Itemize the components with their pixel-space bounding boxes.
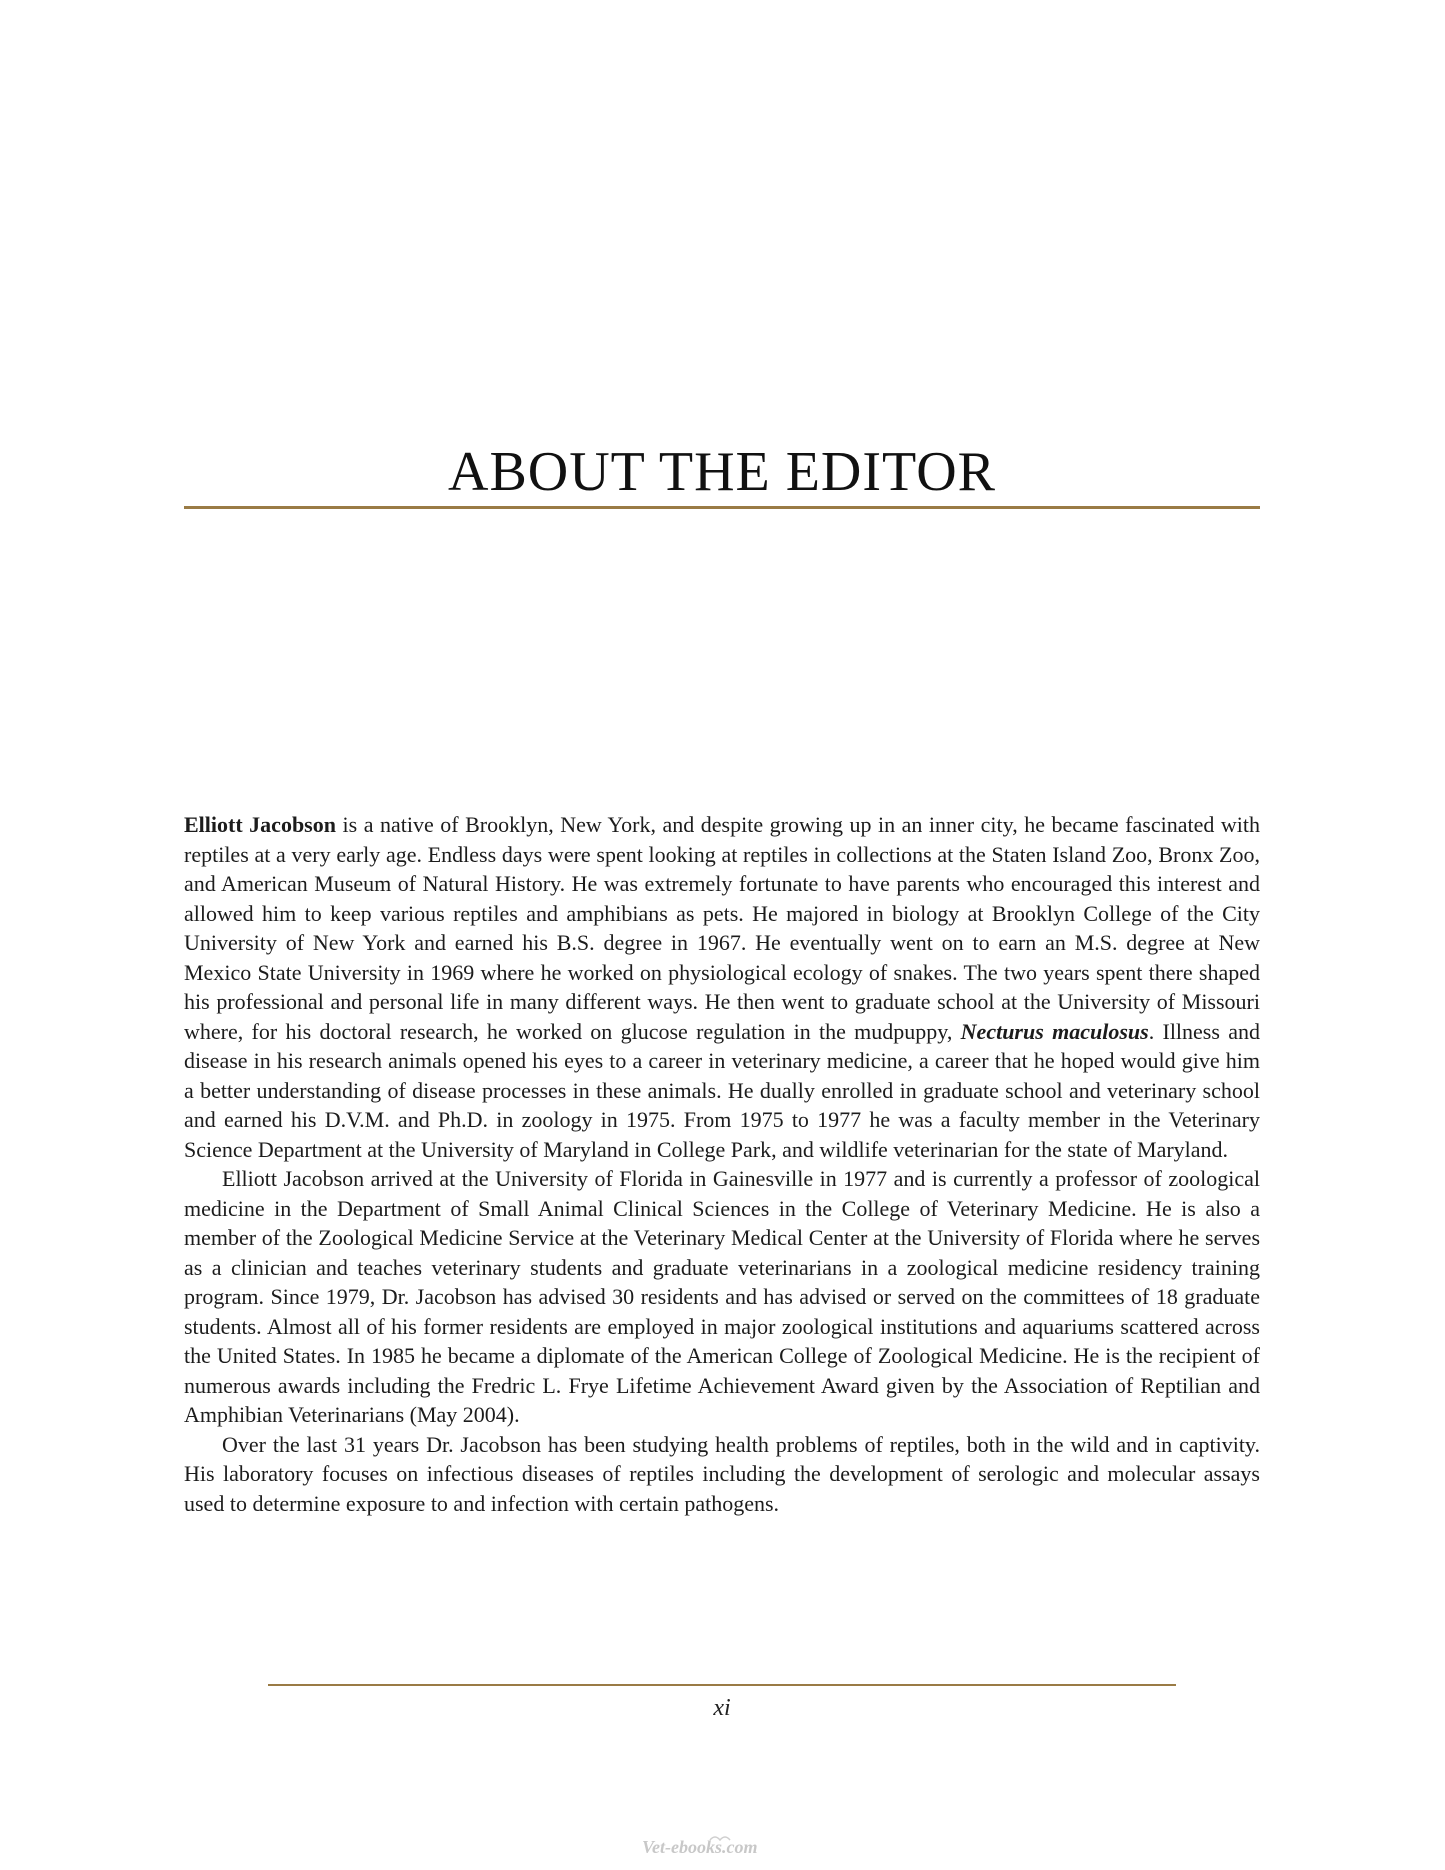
watermark-logo <box>640 1833 810 1859</box>
editor-name: Elliott Jacobson <box>184 812 336 837</box>
species-name: Necturus maculosus <box>960 1018 1149 1044</box>
paragraph-research: Over the last 31 years Dr. Jacobson has been studying health problems of reptiles, both in the wild and in captivity. His laboratory focuses on infectious diseases of reptiles including the development of serologic and molecular assays used to determine exposure to and infection with certain pathogens. <box>184 1431 1260 1516</box>
paragraph1-text-b: . Illness and disease in his research animals opened his eyes to a career in veterinary medicine, a career that he hoped would give him a better understanding of disease processes in these animals. He dually enrolled in graduate school and veterinary school and earned his D.V.M. and Ph.D. in zoology in 1975. From 1975 to 1977 he was a faculty member in the Veterinary Science Department at the University of Maryland in College Park, and wildlife veterinarian for the state of Maryland. <box>184 1018 1260 1162</box>
paragraph1-text-a: is a native of Brooklyn, New York, and despite growing up in an inner city, he became fascinated with reptiles at a very early age. Endless days were spent looking at reptiles in collections at the Staten Island Zoo, Bronx Zoo, and American Museum of Natural History. He was extremely fortunate to have parents who encouraged this interest and allowed him to keep various reptiles and amphibians as pets. He majored in biology at Brooklyn College of the City University of New York and earned his B.S. degree in 1967. He eventually went on to earn an M.S. degree at New Mexico State University in 1969 where he worked on physiological ecology of snakes. The two years spent there shaped his professional and personal life in many different ways. He then went to graduate school at the University of Missouri where, for his doctoral research, he worked on glucose regulation in the mudpuppy, <box>184 812 1260 1044</box>
page-title: ABOUT THE EDITOR <box>448 441 996 503</box>
page-number: xi <box>713 1695 731 1721</box>
body-text <box>184 810 1260 1518</box>
watermark-text: Vet-ebooks.com <box>642 1837 758 1857</box>
watermark-logo-graphic <box>640 1833 810 1859</box>
footer-divider <box>268 1684 1176 1686</box>
paragraph-career: Elliott Jacobson arrived at the University of Florida in Gainesville in 1977 and is currently a professor of zoological medicine in the Department of Small Animal Clinical Sciences in the College of Veterinary Medicine. He is also a member of the Zoological Medicine Service at the Veterinary Medical Center at the University of Florida where he serves as a clinician and teaches veterinary students and graduate veterinarians in a zoological medicine residency training program. Since 1979, Dr. Jacobson has advised 30 residents and has advised or served on the committees of 18 graduate students. Almost all of his former residents are employed in major zoological institutions and aquariums scattered across the United States. In 1985 he became a diplomate of the American College of Zoological Medicine. He is the recipient of numerous awards including the Fredric L. Frye Lifetime Achievement Award given by the Association of Reptilian and Amphibian Veterinarians (May 2004). <box>184 1166 1260 1427</box>
title-divider <box>184 506 1260 509</box>
paragraph-biography-early <box>184 810 1260 1164</box>
